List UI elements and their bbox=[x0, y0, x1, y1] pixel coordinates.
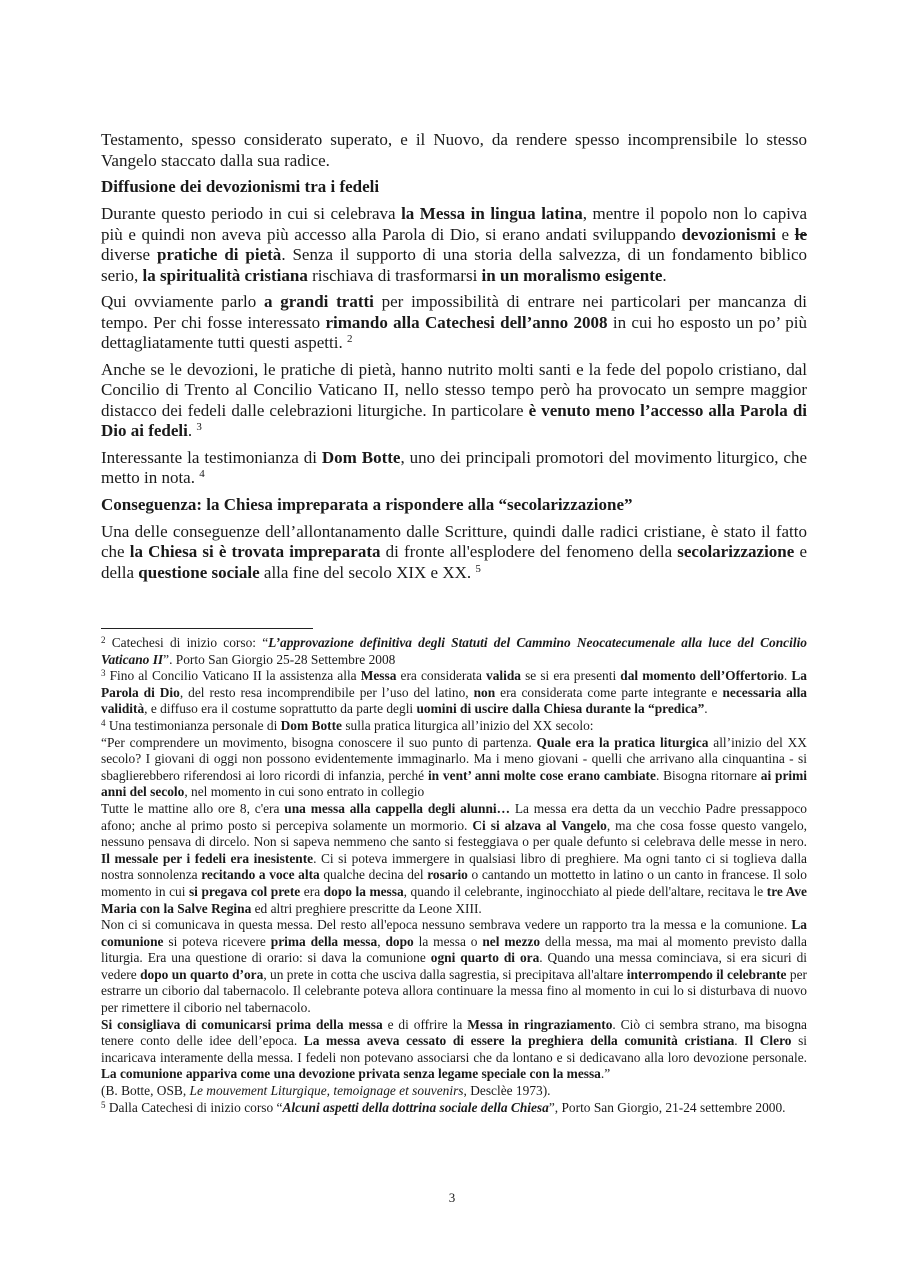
footnote-ref: 3 bbox=[196, 421, 202, 433]
footnote-4-quote: Non ci si comunicava in questa messa. Del resto all'epoca nessuno sembrava vedere un rapporto tra la messa e la comunione. La comunione si poteva ricevere prima della messa, dopo la messa o nel mezzo della messa, ma mai al momento previsto dalla liturgia. Era una questione di orario: si dava la comunione ogni quarto di ora. Quando una messa cominciava, si era sicuri di vedere dopo un quarto d’ora, un prete in cotta che usciva dalla sagrestia, si precipitava all'altare interrompendo il celebrante per estrarre un ciborio dal tabernacolo. Il celebrante poteva allora continuare la messa fino al momento in cui lo si disturbava di nuovo per rimettere il ciborio nel tabernacolo. bbox=[101, 917, 807, 1016]
footnote-3: $^3$ Fino al Concilio Vaticano II la assistenza alla Messa era considerata valida se si era presenti dal momento dell’Offertorio. La Parola di Dio, del resto resa incomprendibile per l’uso del latino, non era considerata come parte integrante e necessaria alla validità, e diffuso era il costume soprattutto da parte degli uomini di uscire dalla Chiesa durante la “predica”. bbox=[101, 668, 807, 717]
footnote-4-citation: (B. Botte, OSB, Le mouvement Liturgique, temoignage et souvenirs, Desclèe 1973). bbox=[101, 1083, 551, 1099]
footnote-ref: 5 bbox=[475, 562, 481, 575]
footnote-4-quote: Si consigliava di comunicarsi prima della messa e di offrire la Messa in ringraziamento. Ciò ci sembra strano, ma bisogna tenere conto delle idee dell’epoca. La messa aveva cessato di essere la preghiera della comunità cristiana. Il Clero si incaricava interamente della messa. I fedeli non potevano associarsi che da lontano e si dedicavano alla loro devozione personale. La comunione appariva come una devozione privata senza legame speciale con la messa.” bbox=[101, 1016, 808, 1082]
footnote-4-quote: Tutte le mattine allo ore 8, c'era una messa alla cappella degli alunni… La messa era detta da un vecchio Padre pressappoco afono; anche al primo posto si percepiva solamente un mormorio. Ci si alzava al Vangelo, ma che cosa fosse questo vangelo, nessuno pensava di dircelo. Non si sapeva nemmeno che santo si festeggiava o per quale defunto si celebrava delle messe in nero. Il messale per i fedeli era inesistente. Ci si poteva immergere in qualsiasi libro di preghiere. Ma ogni tanto ci si toglieva dalla nostra sonnolenza recitando a voce alta qualche decina del rosario o cantando un mottetto in latino o un canto in francese. Il solo momento in cui si pregava col prete era dopo la messa, quando il celebrante, inginocchiato al piede dell'altare, recitava le tre Ave Maria con la Salve Regina ed altri preghiere prescritte da Leone XIII. bbox=[101, 800, 807, 916]
footnote-2: $^2$ Catechesi di inizio corso: “L’approvazione definitiva degli Statuti del Cammino Neocatecumenale alla luce del Concilio Vaticano II”. Porto San Giorgio 25-28 Settembre 2008 bbox=[101, 635, 807, 667]
page-number: 3 bbox=[448, 1190, 456, 1205]
footnote-4-quote: “Per comprendere un movimento, bisogna conoscere il suo punto di partenza. Quale era la pratica liturgica all’inizio del XX secolo? I giovani di oggi non possono evidentemente immaginarlo. Ma i meno giovani - quelli che arrivano alla cinquantina - si sbaglierebbero riferendosi ai loro ricordi di infanzia, perché in vent’ anni molte cose erano cambiate. Bisogna ritornare ai primi anni del secolo, nel momento in cui sono entrato in collegio bbox=[101, 734, 807, 800]
paragraph: Anche se le devozioni, le pratiche di pietà, hanno nutrito molti santi e la fede del popolo cristiano, dal Concilio di Trento al Concilio Vaticano II, nello stesso tempo però ha provocato un sempre maggior distacco dei fedeli dalle celebrazioni liturgiche. In particolare è venuto meno l’accesso alla Parola di Dio ai fedeli. $^3$ bbox=[101, 359, 807, 440]
section-heading: Conseguenza: la Chiesa impreparata a rispondere alla “secolarizzazione” bbox=[101, 494, 633, 514]
paragraph: Testamento, spesso considerato superato, e il Nuovo, da rendere spesso incomprensibile lo stesso Vangelo staccato dalla sua radice. bbox=[101, 130, 807, 170]
footnote-ref: 4 bbox=[199, 468, 205, 480]
paragraph: Qui ovviamente parlo a grandi tratti per impossibilità di entrare nei particolari per mancanza di tempo. Per chi fosse interessato rimando alla Catechesi dell’anno 2008 in cui ho esposto un po’ più dettagliatamente tutti questi aspetti. $^2$ bbox=[101, 292, 808, 352]
footnote-4-intro: $^4$ Una testimonianza personale di Dom Botte sulla pratica liturgica all’inizio del XX secolo: bbox=[101, 717, 594, 733]
footnote-divider bbox=[101, 628, 313, 629]
footnotes bbox=[101, 628, 807, 1116]
paragraph: Una delle conseguenze dell’allontanamento dalle Scritture, quindi dalle radici cristiane, è stato il fatto che la Chiesa si è trovata impreparata di fronte all'esplodere del fenomeno della secolarizzazione e della questione sociale alla fine del secolo XIX e XX. $^5$ bbox=[101, 521, 807, 582]
paragraph: Durante questo periodo in cui si celebrava la Messa in lingua latina, mentre il popolo non lo capiva più e quindi non aveva più accesso alla Parola di Dio, si erano andati sviluppando devozionismi e le diverse pratiche di pietà. Senza il supporto di una storia della salvezza, di un fondamento biblico serio, la spiritualità cristiana rischiava di trasformarsi in un moralismo esigente. bbox=[101, 204, 808, 285]
footnote-5: $^5$ Dalla Catechesi di inizio corso “Alcuni aspetti della dottrina sociale della Chiesa”, Porto San Giorgio, 21-24 settembre 2000. bbox=[101, 1099, 786, 1115]
footnote-ref: 2 bbox=[346, 333, 353, 345]
main-text bbox=[101, 130, 807, 589]
section-heading: Diffusione dei devozionismi tra i fedeli bbox=[101, 177, 380, 196]
paragraph: Interessante la testimonianza di Dom Botte, uno dei principali promotori del movimento liturgico, che metto in nota. $^4$ bbox=[101, 447, 807, 487]
